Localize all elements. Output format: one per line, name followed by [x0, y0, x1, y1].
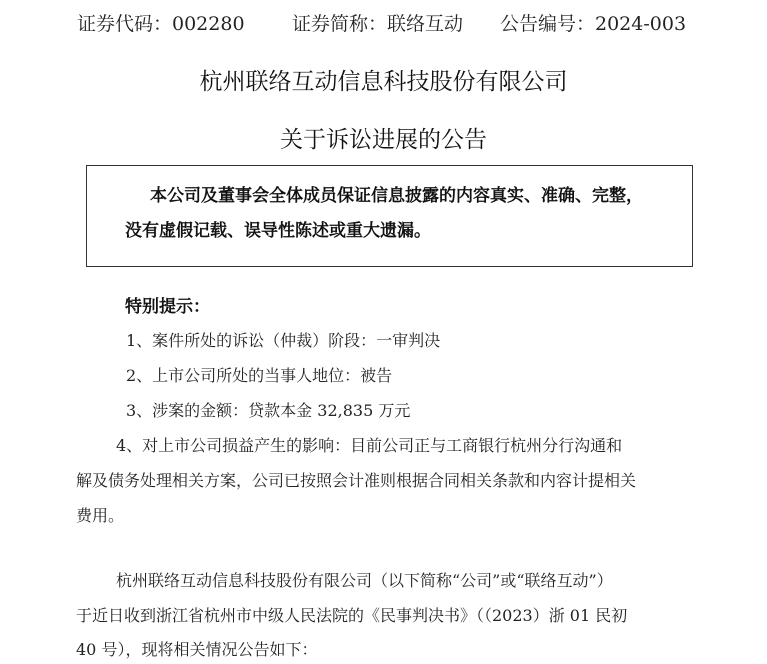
special-note-item-4-line-2: 解及债务处理相关方案，公司已按照会计准则根据合同相关条款和内容计提相关: [76, 471, 637, 490]
special-note-item-4-line-1: 4、对上市公司损益产生的影响：目前公司正与工商银行杭州分行沟通和: [116, 436, 623, 455]
notice-line-1: 本公司及董事会全体成员保证信息披露的内容真实、准确、完整，: [150, 186, 643, 206]
body-paragraph-line-1: 杭州联络互动信息科技股份有限公司（以下简称“公司”或“联络互动”）: [116, 571, 613, 590]
body-paragraph-line-3: 40 号），现将相关情况公告如下：: [76, 640, 318, 659]
announcement-subject: 关于诉讼进展的公告: [280, 127, 487, 153]
announcement-number: 公告编号：2024-003: [500, 13, 687, 35]
special-note-item-4-line-3: 费用。: [76, 506, 125, 525]
stock-abbreviation: 证券简称：联络互动: [292, 13, 464, 35]
special-notes-heading: 特别提示：: [125, 297, 210, 317]
stock-code: 证券代码：002280: [77, 13, 245, 35]
body-paragraph-line-2: 于近日收到浙江省杭州市中级人民法院的《民事判决书》（（2023）浙 01 民初: [76, 606, 628, 625]
notice-line-2: 没有虚假记载、误导性陈述或重大遗漏。: [125, 221, 431, 241]
special-note-item-2: 2、上市公司所处的当事人地位：被告: [126, 366, 393, 385]
special-note-item-3: 3、涉案的金额：贷款本金 32,835 万元: [126, 401, 411, 420]
company-title: 杭州联络互动信息科技股份有限公司: [199, 69, 568, 95]
disclosure-notice-box: [86, 165, 693, 267]
special-note-item-1: 1、案件所处的诉讼（仲裁）阶段：一审判决: [126, 331, 441, 350]
